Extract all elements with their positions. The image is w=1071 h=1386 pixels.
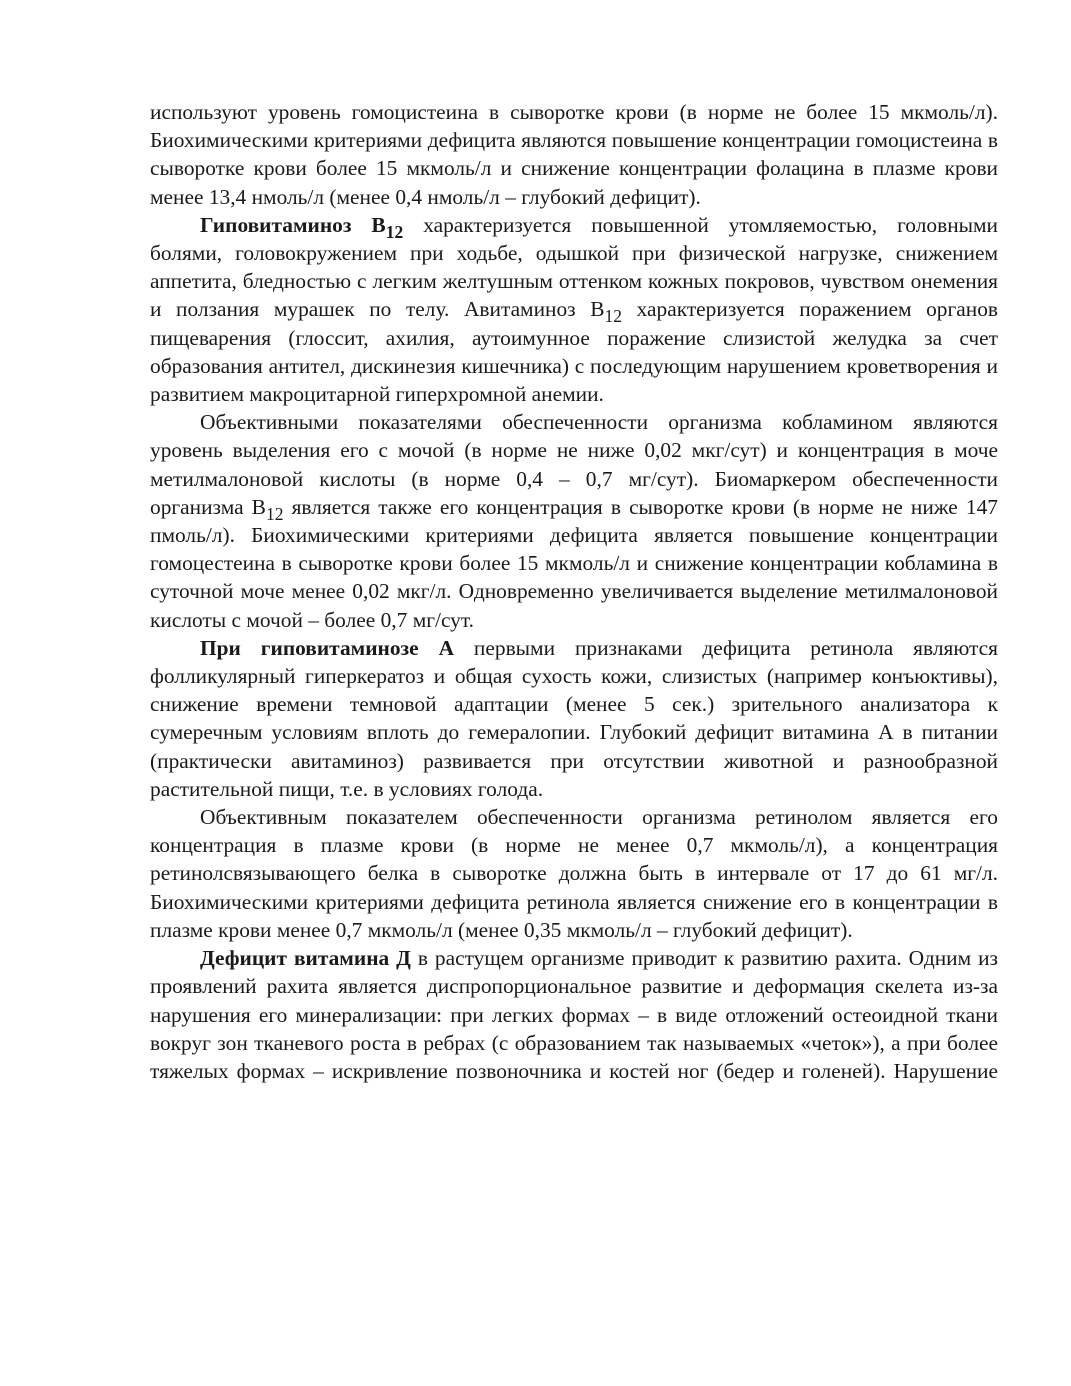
- subscript: 12: [265, 503, 284, 524]
- paragraph-folacin-criteria: [150, 98, 998, 211]
- bold-heading-text: Гиповитаминоз В: [200, 212, 386, 237]
- bold-heading-b12: [200, 212, 404, 242]
- paragraph-cobalamin-indicators: [150, 408, 998, 634]
- subscript: 12: [385, 221, 404, 242]
- document-page: [150, 98, 998, 1085]
- paragraph-text: используют уровень гомоцистеина в сыворотке крови (в норме не более 15 мкмоль/л). Биохимическими критериями дефицита являются повышение концентрации гомоцистеина в сыворотке крови более 15 мкмоль/л и снижение концентрации фолацина в плазме крови менее 13,4 нмоль/л (менее 0,4 нмоль/л – глубокий дефицит).: [150, 100, 998, 209]
- paragraph-vitamin-d-deficit: [150, 944, 998, 1085]
- bold-heading-vitamin-d: Дефицит витамина Д: [200, 946, 411, 971]
- paragraph-retinol-indicators: [150, 803, 998, 944]
- paragraph-text: характеризуется поражением органов пищеварения (глоссит, ахилия, аутоимунное поражение слизистой желудка за счет образования антител, дискинезия кишечника) с последующим нарушением кроветворения и развитием макроцитарной гиперхромной анемии.: [150, 297, 998, 407]
- paragraph-text: характеризуется повышенной утомляемостью, головными болями, головокружением при ходьбе, одышкой при физической нагрузке, снижением аппетита, бледностью с легким желтушным оттенком кожных покровов, чувством онемения и ползания мурашек по телу. Авитаминоз В: [150, 212, 998, 322]
- paragraph-text: является также его концентрация в сыворотке крови (в норме не ниже 147 пмоль/л). Биохимическими критериями дефицита является повышение концентрации гомоцестеина в сыворотке крови более 15 мкмоль/л и снижение концентрации кобламина в суточной моче менее 0,02 мкг/л. Одновременно увеличивается выделение метилмалоновой кислоты с мочой – более 0,7 мг/сут.: [150, 494, 998, 632]
- bold-heading-vitamin-a: При гиповитаминозе А: [200, 635, 455, 660]
- paragraph-text: Объективным показателем обеспеченности организма ретинолом является его концентрация в плазме крови (в норме не менее 0,7 мкмоль/л), а концентрация ретинолсвязывающего белка в сыворотке должна быть в интервале от 17 до 61 мг/л. Биохимическими критериями дефицита ретинола является снижение его в концентрации в плазме крови менее 0,7 мкмоль/л (менее 0,35 мкмоль/л – глубокий дефицит).: [150, 805, 998, 942]
- paragraph-text: Объективными показателями обеспеченности организма кобламином являются уровень выделения его с мочой (в норме не ниже 0,02 мкг/сут) и концентрация в моче метилмалоновой кислоты (в норме 0,4 – 0,7 мг/сут). Биомаркером обеспеченности организма В: [150, 410, 998, 519]
- paragraph-hypovitaminosis-a: [150, 634, 998, 803]
- paragraph-text: в растущем организме приводит к развитию рахита. Одним из проявлений рахита является диспропорциональное развитие и деформация скелета из-за нарушения его минерализации: при легких формах – в виде отложений остеоидной ткани вокруг зон тканевого роста в ребрах (с образованием так называемых «четок»), а при более тяжелых формах – искривление позвоночника и костей ног (бедер и голеней). Нарушение: [150, 946, 998, 1083]
- paragraph-text: первыми признаками дефицита ретинола являются фолликулярный гиперкератоз и общая сухость кожи, слизистых (например конъюктивы), снижение времени темновой адаптации (менее 5 сек.) зрительного анализатора к сумеречным условиям вплоть до гемералопии. Глубокий дефицит витамина А в питании (практически авитаминоз) развивается при отсутствии животной и разнообразной растительной пищи, т.е. в условиях голода.: [150, 635, 998, 801]
- paragraph-hypovitaminosis-b12: [150, 211, 998, 408]
- subscript: 12: [604, 306, 623, 327]
